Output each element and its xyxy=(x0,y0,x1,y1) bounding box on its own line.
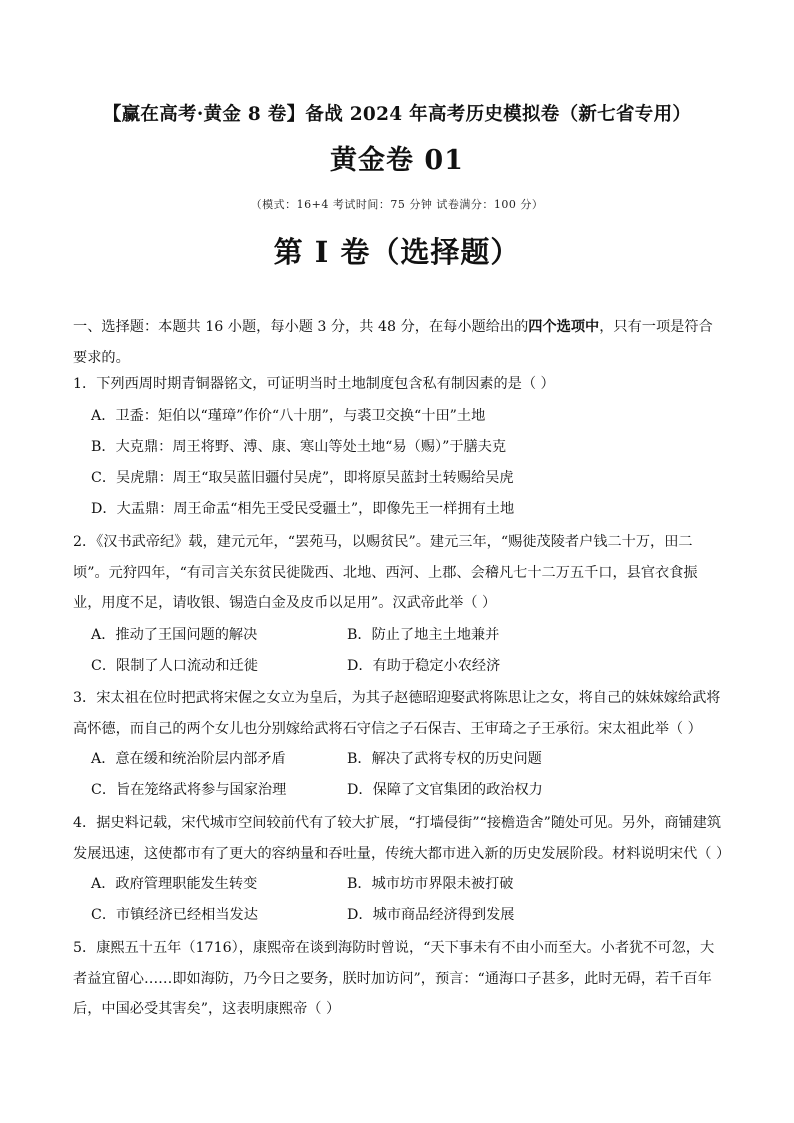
question-3-option-b[interactable]: B．解决了武将专权的历史问题 xyxy=(347,751,542,767)
question-3-option-d[interactable]: D．保障了文官集团的政治权力 xyxy=(347,782,543,798)
question-1-option-b[interactable]: B．大克鼎：周王将野、溥、康、寒山等处土地“易（赐）”于膳夫克 xyxy=(91,439,507,455)
instruction-text-pre: 一、选择题：本题共 16 小题，每小题 3 分，共 48 分，在每小题给出的 xyxy=(73,319,529,335)
question-2-stem: 2．《汉书武帝纪》载，建元元年，“罢苑马，以赐贫民”。建元三年，“赐徙茂陵者户钱二十万，田二顷”。元狩四年，“有司言关东贫民徙陇西、北地、西河、上郡、会稽凡七十二万五千口，县官衣食振业，用度不足，请收银、锡造白金及皮币以足用”。汉武帝此举（ ） xyxy=(73,534,698,611)
question-1-option-d[interactable]: D．大盂鼎：周王命盂“相先王受民受疆土”，即像先王一样拥有土地 xyxy=(91,501,515,517)
exam-info: （模式：16+4 考试时间：75 分钟 试卷满分：100 分） xyxy=(250,198,544,211)
question-1-stem: 1．下列西周时期青铜器铭文，可证明当时土地制度包含私有制因素的是（ ） xyxy=(73,376,555,392)
question-4-stem: 4．据史料记载，宋代城市空间较前代有了较大扩展，“打墙侵街”“接檐造舍”随处可见。另外，商铺建筑发展迅速，这使都市有了更大的容纳量和吞吐量，传统大都市进入新的历史发展阶段。材料说明宋代（ ） xyxy=(73,815,731,862)
question-4-option-c[interactable]: C．市镇经济已经相当发达 xyxy=(91,907,258,923)
section-instruction xyxy=(73,312,723,374)
question-2-option-b[interactable]: B．防止了地主土地兼并 xyxy=(347,627,500,643)
question-3-option-c[interactable]: C．旨在笼络武将参与国家治理 xyxy=(91,782,287,798)
paper-title: 黄金卷 01 xyxy=(330,145,464,176)
question-4-option-b[interactable]: B．城市坊市界限未被打破 xyxy=(347,876,514,892)
instruction-text-post: ，只有一项是符合要求的。 xyxy=(73,319,713,366)
question-3-option-a[interactable]: A．意在缓和统治阶层内部矛盾 xyxy=(91,751,286,767)
question-2-option-c[interactable]: C．限制了人口流动和迁徙 xyxy=(91,658,258,674)
question-1-option-c[interactable]: C．吴虎鼎：周王“取吴蓝旧疆付吴虎”，即将原吴蓝封土转赐给吴虎 xyxy=(91,470,514,486)
section-title: 第 I 卷（选择题） xyxy=(273,235,521,269)
question-2-option-d[interactable]: D．有助于稳定小农经济 xyxy=(347,658,501,674)
question-2-option-a[interactable]: A．推动了王国问题的解决 xyxy=(91,627,258,643)
instruction-text-bold: 四个选项中 xyxy=(528,319,600,335)
series-title: 【赢在高考·黄金 8 卷】备战 2024 年高考历史模拟卷（新七省专用） xyxy=(102,104,692,125)
question-4-option-a[interactable]: A．政府管理职能发生转变 xyxy=(91,876,258,892)
question-5-stem: 5．康熙五十五年（1716），康熙帝在谈到海防时曾说，“天下事未有不由小而至大。小者犹不可忽，大者益宜留心……即如海防，乃今日之要务，朕时加访问”，预言：“通海口子甚多，此时无碍，若千百年后，中国必受其害矣”，这表明康熙帝（ ） xyxy=(73,940,715,1017)
question-4-option-d[interactable]: D．城市商品经济得到发展 xyxy=(347,907,515,923)
question-3-stem: 3．宋太祖在位时把武将宋偓之女立为皇后，为其子赵德昭迎娶武将陈思让之女，将自己的妹妹嫁给武将高怀德，而自己的两个女儿也分别嫁给武将石守信之子石保吉、王审琦之子王承衍。宋太祖此举（ ） xyxy=(73,690,721,737)
question-1-option-a[interactable]: A．卫盉：矩伯以“瑾璋”作价“八十朋”，与裘卫交换“十田”土地 xyxy=(91,408,486,424)
